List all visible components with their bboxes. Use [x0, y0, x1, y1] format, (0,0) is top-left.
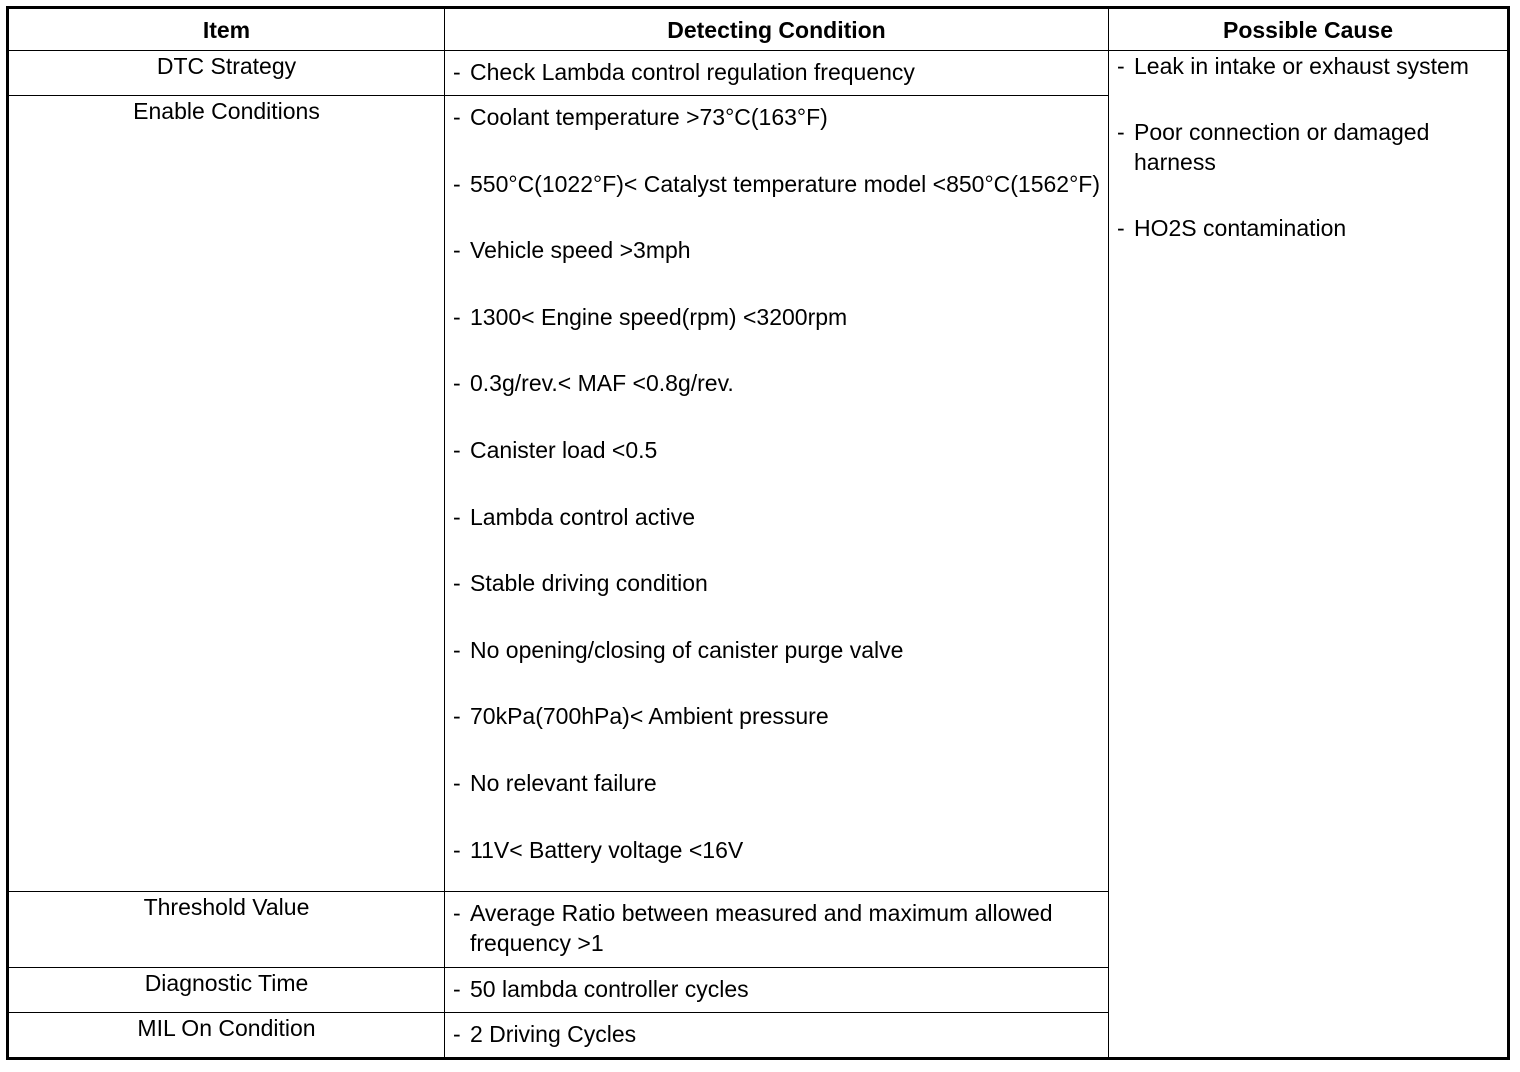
condition-item: - Canister load <0.5 [453, 435, 1102, 465]
item-enable-conditions: Enable Conditions [8, 96, 445, 892]
header-row [8, 8, 1509, 51]
condition-item: - Coolant temperature >73°C(163°F) [453, 102, 1102, 132]
item-dtc-strategy: DTC Strategy [8, 51, 445, 96]
condition-item: - 550°C(1022°F)< Catalyst temperature model <850°C(1562°F) [453, 169, 1102, 199]
row-dtc-strategy [8, 51, 1509, 96]
condition-item: - 1300< Engine speed(rpm) <3200rpm [453, 302, 1102, 332]
header-detecting-condition: Detecting Condition [445, 8, 1109, 51]
condition-enable-conditions [445, 96, 1109, 892]
condition-item: - Stable driving condition [453, 568, 1102, 598]
item-mil-on-condition: MIL On Condition [8, 1013, 445, 1059]
item-diagnostic-time: Diagnostic Time [8, 968, 445, 1013]
condition-item: - Check Lambda control regulation frequency [453, 57, 1102, 87]
condition-item: - 0.3g/rev.< MAF <0.8g/rev. [453, 368, 1102, 398]
condition-mil-on-condition [445, 1013, 1109, 1059]
condition-item: - 50 lambda controller cycles [453, 974, 1102, 1004]
condition-item: - Lambda control active [453, 502, 1102, 532]
condition-item: - 11V< Battery voltage <16V [453, 835, 1102, 865]
possible-cause-cell [1109, 51, 1509, 1059]
condition-item: - No opening/closing of canister purge valve [453, 635, 1102, 665]
dtc-specification-table [6, 6, 1510, 1060]
cause-item: - HO2S contamination [1117, 213, 1501, 243]
condition-threshold-value [445, 892, 1109, 968]
condition-dtc-strategy [445, 51, 1109, 96]
item-threshold-value: Threshold Value [8, 892, 445, 968]
condition-item: - No relevant failure [453, 768, 1102, 798]
condition-item: - 70kPa(700hPa)< Ambient pressure [453, 701, 1102, 731]
condition-item: - 2 Driving Cycles [453, 1019, 1102, 1049]
header-possible-cause: Possible Cause [1109, 8, 1509, 51]
cause-item: - Poor connection or damaged harness [1117, 117, 1501, 177]
condition-diagnostic-time [445, 968, 1109, 1013]
cause-item: - Leak in intake or exhaust system [1117, 51, 1501, 81]
header-item: Item [8, 8, 445, 51]
condition-item: - Vehicle speed >3mph [453, 235, 1102, 265]
condition-item: - Average Ratio between measured and maximum allowed frequency >1 [453, 898, 1102, 958]
